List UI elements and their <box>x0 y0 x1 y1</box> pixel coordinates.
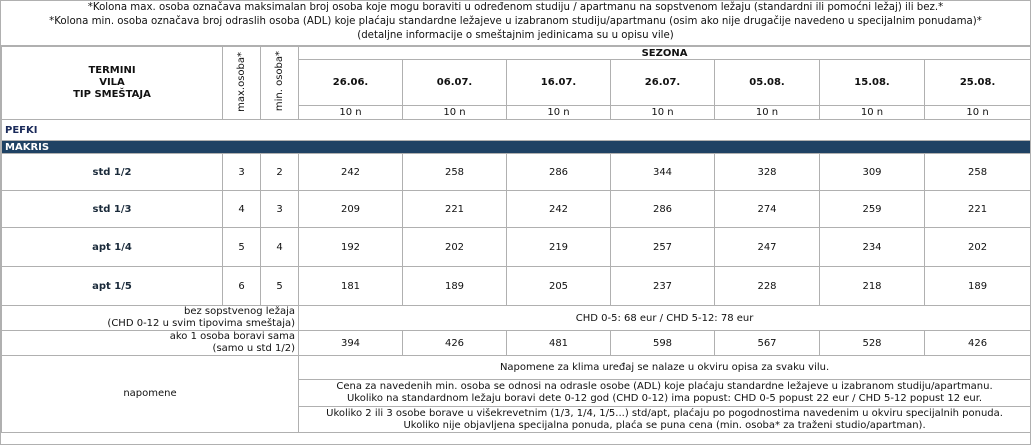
price-cell: 221 <box>403 191 507 228</box>
season-header: SEZONA <box>299 47 1031 60</box>
nights-cell: 10 n <box>403 106 507 120</box>
header-tip: TIP SMEŠTAJA <box>73 89 151 100</box>
price-cell: 192 <box>299 228 403 267</box>
price-cell: 328 <box>715 154 820 191</box>
chd-value: CHD 0-5: 68 eur / CHD 5-12: 78 eur <box>299 306 1031 331</box>
price-cell: 202 <box>403 228 507 267</box>
price-cell: 221 <box>925 191 1031 228</box>
nights-cell: 10 n <box>611 106 715 120</box>
date-header: 05.08. <box>715 60 820 106</box>
price-cell: 202 <box>925 228 1031 267</box>
price-cell: 242 <box>299 154 403 191</box>
note-details: (detaljne informacije o smeštajnim jedinicama su u opisu vile) <box>357 30 674 41</box>
unit-name: apt 1/4 <box>2 228 223 267</box>
remarks-label: napomene <box>2 356 299 433</box>
price-cell: 205 <box>507 267 611 306</box>
header-max-cell <box>223 47 261 120</box>
price-cell: 228 <box>715 267 820 306</box>
remark-adults-line2: Ukoliko na standardnom ležaju boravi dete 0-12 god (CHD 0-12) ima popust: CHD 0-5 popust 22 eur / CHD 5-12 popust 12 eur. <box>346 393 983 404</box>
min-persons: 2 <box>261 154 299 191</box>
date-header: 25.08. <box>925 60 1031 106</box>
single-price: 426 <box>925 331 1031 356</box>
price-cell: 237 <box>611 267 715 306</box>
nights-cell: 10 n <box>299 106 403 120</box>
single-price: 394 <box>299 331 403 356</box>
single-price: 598 <box>611 331 715 356</box>
min-persons: 3 <box>261 191 299 228</box>
max-persons: 3 <box>223 154 261 191</box>
price-cell: 274 <box>715 191 820 228</box>
header-notes <box>1 1 1030 46</box>
date-header: 06.07. <box>403 60 507 106</box>
unit-name: std 1/2 <box>2 154 223 191</box>
price-cell: 344 <box>611 154 715 191</box>
date-header: 16.07. <box>507 60 611 106</box>
price-cell: 242 <box>507 191 611 228</box>
nights-cell: 10 n <box>820 106 925 120</box>
date-header: 15.08. <box>820 60 925 106</box>
remark-special <box>299 407 1031 433</box>
header-max: max.osoba* <box>236 51 247 112</box>
max-persons: 5 <box>223 228 261 267</box>
min-persons: 4 <box>261 228 299 267</box>
price-cell: 209 <box>299 191 403 228</box>
remark-special-line2: Ukoliko nije objavljena specijalna ponuda, plaća se puna cena (min. osoba* za traženi studio/apartman). <box>403 419 926 431</box>
table-row <box>2 267 1031 306</box>
nights-cell: 10 n <box>925 106 1031 120</box>
chd-label-line2: (CHD 0-12 u svim tipovima smeštaja) <box>107 318 295 329</box>
single-price: 528 <box>820 331 925 356</box>
nights-cell: 10 n <box>715 106 820 120</box>
table-row <box>2 154 1031 191</box>
remark-aircon: Napomene za klima uređaj se nalaze u okviru opisa za svaku vilu. <box>299 356 1031 380</box>
table-row <box>2 228 1031 267</box>
header-labels <box>2 47 223 120</box>
max-persons: 6 <box>223 267 261 306</box>
price-cell: 258 <box>925 154 1031 191</box>
single-label <box>2 331 299 356</box>
table-row <box>2 191 1031 228</box>
price-cell: 189 <box>925 267 1031 306</box>
price-cell: 259 <box>820 191 925 228</box>
header-vila: VILA <box>99 77 125 88</box>
chd-row <box>2 306 1031 331</box>
single-label-line1: ako 1 osoba boravi sama <box>169 331 295 342</box>
chd-label <box>2 306 299 331</box>
note-max: *Kolona max. osoba označava maksimalan broj osoba koje mogu boraviti u određenom studiju / apartmanu na sopstvenom ležaju (standardni ili pomoćni ležaj) ili bez.* <box>87 2 944 13</box>
price-cell: 247 <box>715 228 820 267</box>
unit-name: std 1/3 <box>2 191 223 228</box>
single-label-line2: (samo u std 1/2) <box>212 343 295 354</box>
max-persons: 4 <box>223 191 261 228</box>
remark-adults-line1: Cena za navedenih min. osoba se odnosi na odrasle osobe (ADL) koje plaćaju standardne ležajeve u izabranom studiju/apartmanu. <box>336 381 993 392</box>
header-min-cell <box>261 47 299 120</box>
unit-name: apt 1/5 <box>2 267 223 306</box>
single-row <box>2 331 1031 356</box>
single-price: 426 <box>403 331 507 356</box>
villa-bar: MAKRIS <box>2 141 1031 154</box>
header-termini: TERMINI <box>88 65 136 76</box>
price-table <box>1 46 1031 433</box>
price-cell: 286 <box>507 154 611 191</box>
price-cell: 219 <box>507 228 611 267</box>
remark-adults <box>299 380 1031 407</box>
note-min: *Kolona min. osoba označava broj odraslih osoba (ADL) koje plaćaju standardne ležajeve u izabranom studiju/apartmanu (osim ako nije drugačije navedeno u specijalnim ponudama)* <box>49 16 982 27</box>
date-header: 26.07. <box>611 60 715 106</box>
header-min: min. osoba* <box>274 51 285 112</box>
min-persons: 5 <box>261 267 299 306</box>
nights-cell: 10 n <box>507 106 611 120</box>
price-cell: 258 <box>403 154 507 191</box>
region-title: PEFKI <box>2 120 1031 141</box>
price-cell: 286 <box>611 191 715 228</box>
price-cell: 189 <box>403 267 507 306</box>
chd-label-line1: bez sopstvenog ležaja <box>183 306 295 317</box>
price-cell: 234 <box>820 228 925 267</box>
price-cell: 257 <box>611 228 715 267</box>
single-price: 567 <box>715 331 820 356</box>
remark-special-line1: Ukoliko 2 ili 3 osobe borave u višekrevetnim (1/3, 1/4, 1/5...) std/apt, plaćaju po pogodnostima navedenim u okviru specijalnih ponuda. <box>326 407 1003 419</box>
date-header: 26.06. <box>299 60 403 106</box>
price-cell: 181 <box>299 267 403 306</box>
price-cell: 218 <box>820 267 925 306</box>
single-price: 481 <box>507 331 611 356</box>
price-cell: 309 <box>820 154 925 191</box>
